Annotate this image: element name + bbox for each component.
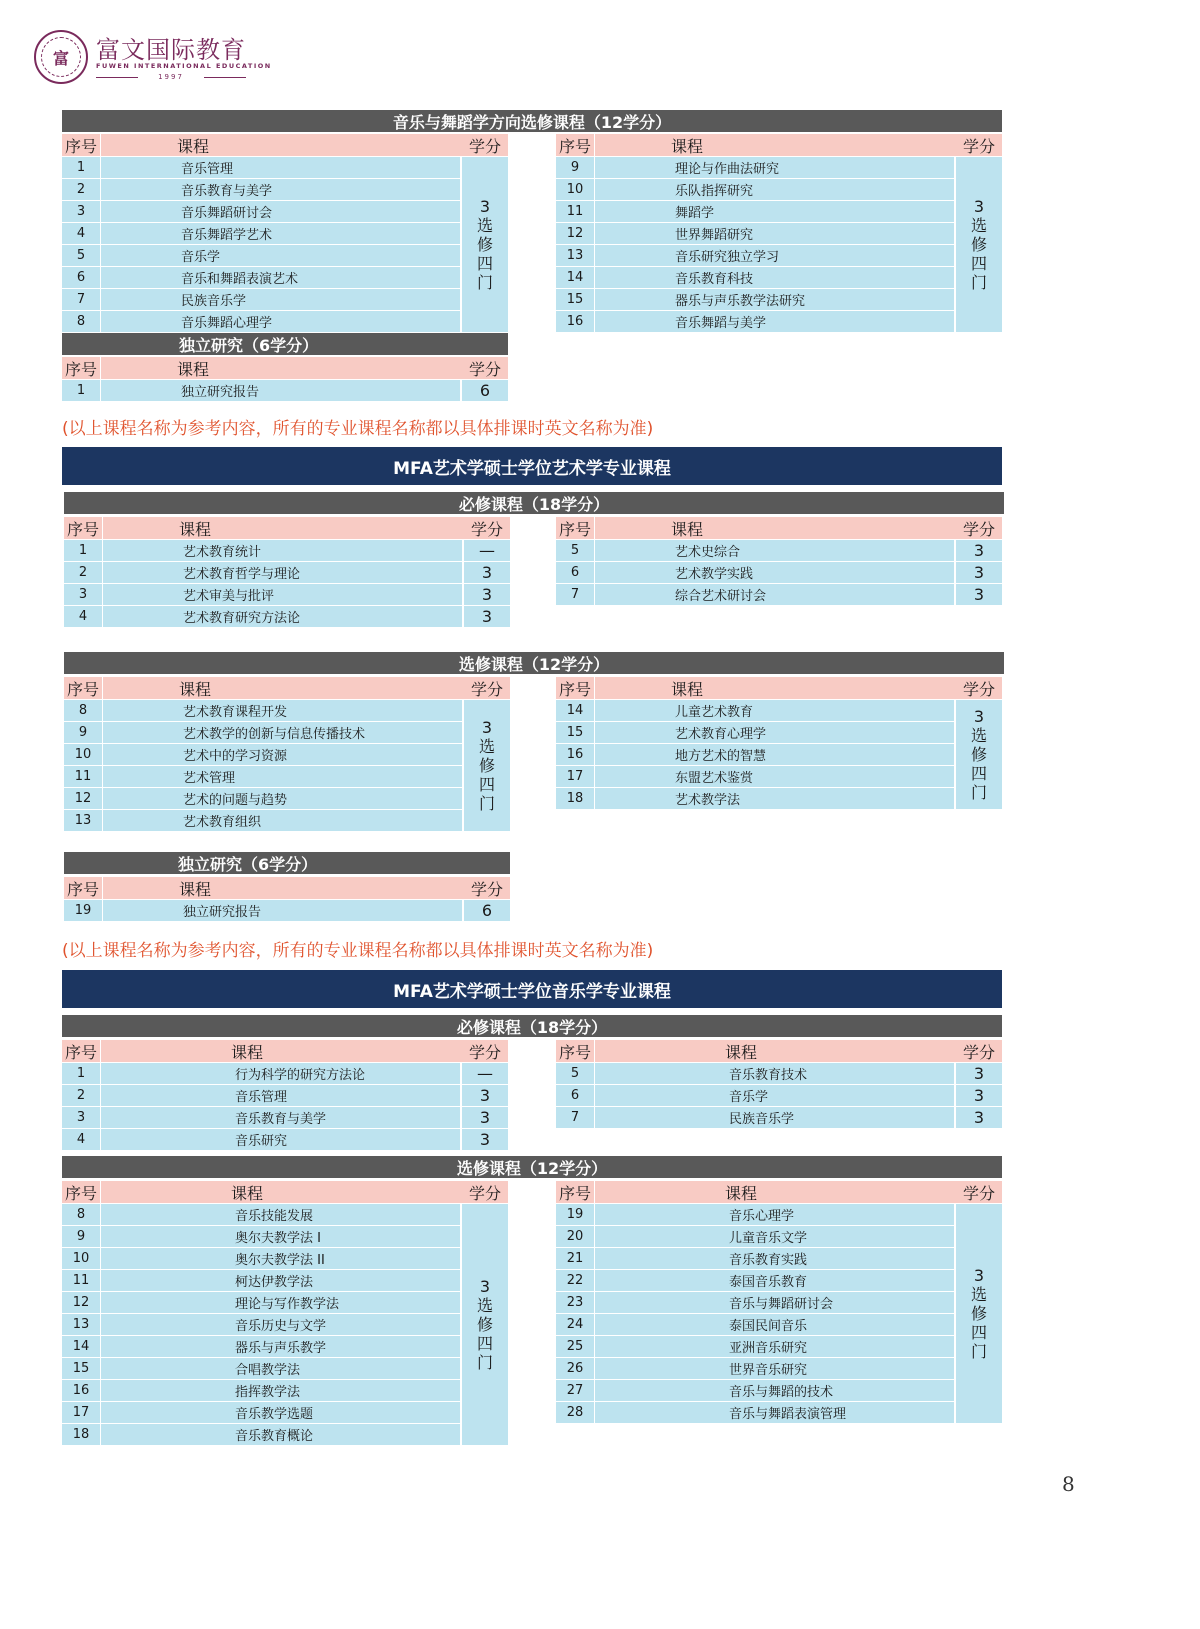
row-course: 儿童艺术教育 — [595, 700, 954, 721]
row-no: 1 — [62, 380, 100, 401]
row-no: 12 — [62, 1292, 100, 1313]
section-title-required: 必修课程（18学分） — [62, 1015, 1002, 1037]
row-credit: 3 — [956, 562, 1002, 583]
row-course: 艺术教育统计 — [103, 540, 462, 561]
row-course: 艺术教学法 — [595, 788, 954, 809]
row-no: 15 — [556, 722, 594, 743]
row-credit: — — [462, 1063, 508, 1084]
col-header-no: 序号 — [556, 1040, 594, 1062]
col-header-credit: 学分 — [956, 1181, 1002, 1203]
row-course: 艺术史综合 — [595, 540, 954, 561]
col-header-credit: 学分 — [462, 1181, 508, 1203]
brand-name-en: FUWEN INTERNATIONAL EDUCATION — [96, 62, 272, 70]
row-credit: 3 — [464, 606, 510, 627]
row-course: 艺术教育心理学 — [595, 722, 954, 743]
row-course: 泰国音乐教育 — [595, 1270, 954, 1291]
row-no: 10 — [556, 179, 594, 200]
col-header-no: 序号 — [64, 677, 102, 699]
row-course: 音乐和舞蹈表演艺术 — [101, 267, 460, 288]
row-course: 艺术教育组织 — [103, 810, 462, 831]
row-no: 11 — [64, 766, 102, 787]
col-header-course: 课程 — [595, 134, 956, 156]
elective-credit-merged — [956, 157, 1002, 332]
credit-glyph: 修 — [970, 235, 987, 254]
col-header-no: 序号 — [62, 134, 100, 156]
row-no: 8 — [62, 1204, 100, 1225]
credit-glyph: 选 — [970, 216, 987, 235]
col-header-course: 课程 — [101, 134, 462, 156]
row-course: 乐队指挥研究 — [595, 179, 954, 200]
brand-emblem: 富 — [34, 30, 88, 84]
section-title-required: 必修课程（18学分） — [64, 492, 1004, 514]
row-course: 艺术中的学习资源 — [103, 744, 462, 765]
col-header-credit: 学分 — [462, 134, 508, 156]
row-no: 8 — [64, 700, 102, 721]
credit-glyph: 选 — [476, 216, 493, 235]
row-course: 理论与写作教学法 — [101, 1292, 460, 1313]
section-title-independent-study: 独立研究（6学分） — [64, 852, 510, 874]
row-no: 7 — [556, 584, 594, 605]
elective-credit-merged — [956, 1204, 1002, 1423]
row-no: 3 — [64, 584, 102, 605]
row-course: 艺术教育课程开发 — [103, 700, 462, 721]
row-no: 9 — [64, 722, 102, 743]
program-title-music: MFA艺术学硕士学位音乐学专业课程 — [62, 970, 1002, 1008]
section-title-elective: 选修课程（12学分） — [62, 1156, 1002, 1178]
row-course: 音乐舞蹈与美学 — [595, 311, 954, 332]
section-title-elective: 选修课程（12学分） — [64, 652, 1004, 674]
credit-glyph: 门 — [970, 273, 987, 292]
row-credit: 3 — [462, 1085, 508, 1106]
row-course: 音乐管理 — [101, 1085, 460, 1106]
row-course: 音乐舞蹈学艺术 — [101, 223, 460, 244]
row-no: 25 — [556, 1336, 594, 1357]
col-header-course: 课程 — [101, 1181, 462, 1203]
row-course: 东盟艺术鉴赏 — [595, 766, 954, 787]
row-course: 音乐教育实践 — [595, 1248, 954, 1269]
row-no: 11 — [62, 1270, 100, 1291]
row-no: 28 — [556, 1402, 594, 1423]
elective-credit-merged — [464, 700, 510, 831]
col-header-credit: 学分 — [462, 357, 508, 379]
row-no: 13 — [64, 810, 102, 831]
row-no: 6 — [556, 1085, 594, 1106]
col-header-credit: 学分 — [464, 517, 510, 539]
credit-glyph: 3 — [973, 1266, 985, 1285]
row-no: 4 — [64, 606, 102, 627]
credit-glyph: 门 — [478, 794, 495, 813]
col-header-credit: 学分 — [956, 134, 1002, 156]
row-no: 5 — [556, 540, 594, 561]
row-no: 19 — [556, 1204, 594, 1225]
row-no: 4 — [62, 223, 100, 244]
row-course: 艺术审美与批评 — [103, 584, 462, 605]
row-course: 音乐学 — [595, 1085, 954, 1106]
row-no: 18 — [556, 788, 594, 809]
row-no: 15 — [556, 289, 594, 310]
col-header-no: 序号 — [62, 357, 100, 379]
row-no: 14 — [556, 700, 594, 721]
col-header-course: 课程 — [595, 677, 956, 699]
col-header-course: 课程 — [103, 677, 464, 699]
row-credit: 3 — [462, 1107, 508, 1128]
row-course: 独立研究报告 — [103, 900, 462, 921]
row-course: 艺术教学实践 — [595, 562, 954, 583]
col-header-credit: 学分 — [462, 1040, 508, 1062]
row-no: 19 — [64, 900, 102, 921]
row-credit: 3 — [956, 540, 1002, 561]
row-course: 奥尔夫教学法 II — [101, 1248, 460, 1269]
col-header-credit: 学分 — [956, 677, 1002, 699]
row-no: 1 — [62, 157, 100, 178]
row-course: 音乐教育科技 — [595, 267, 954, 288]
row-course: 音乐舞蹈研讨会 — [101, 201, 460, 222]
brand-name-cn: 富文国际教育 — [96, 36, 246, 64]
row-course: 音乐管理 — [101, 157, 460, 178]
row-course: 综合艺术研讨会 — [595, 584, 954, 605]
row-course: 器乐与声乐教学 — [101, 1336, 460, 1357]
row-credit: 3 — [956, 1063, 1002, 1084]
col-header-course: 课程 — [595, 517, 956, 539]
row-no: 10 — [62, 1248, 100, 1269]
row-course: 音乐研究 — [101, 1129, 460, 1150]
row-no: 5 — [556, 1063, 594, 1084]
credit-glyph: 3 — [973, 197, 985, 216]
row-course: 世界舞蹈研究 — [595, 223, 954, 244]
elective-credit-merged — [956, 700, 1002, 809]
row-credit: 3 — [464, 562, 510, 583]
row-credit: 3 — [462, 1129, 508, 1150]
credit-glyph: 修 — [970, 1304, 987, 1323]
row-credit: 6 — [464, 900, 510, 921]
row-credit: 3 — [956, 1107, 1002, 1128]
credit-glyph: 修 — [476, 235, 493, 254]
row-no: 15 — [62, 1358, 100, 1379]
row-no: 14 — [62, 1336, 100, 1357]
row-course: 艺术教学的创新与信息传播技术 — [103, 722, 462, 743]
credit-glyph: 四 — [476, 1334, 493, 1353]
row-course: 器乐与声乐教学法研究 — [595, 289, 954, 310]
credit-glyph: 门 — [970, 1342, 987, 1361]
row-course: 音乐历史与文学 — [101, 1314, 460, 1335]
row-credit: 3 — [956, 584, 1002, 605]
row-no: 2 — [64, 562, 102, 583]
credit-glyph: 四 — [478, 775, 495, 794]
row-credit: 3 — [956, 1085, 1002, 1106]
row-credit: — — [464, 540, 510, 561]
credit-glyph: 选 — [970, 726, 987, 745]
row-no: 24 — [556, 1314, 594, 1335]
row-no: 2 — [62, 1085, 100, 1106]
row-course: 艺术教育研究方法论 — [103, 606, 462, 627]
row-course: 音乐心理学 — [595, 1204, 954, 1225]
credit-glyph: 门 — [970, 783, 987, 802]
row-no: 6 — [62, 267, 100, 288]
row-credit: 3 — [464, 584, 510, 605]
row-course: 行为科学的研究方法论 — [101, 1063, 460, 1084]
row-no: 3 — [62, 1107, 100, 1128]
row-course: 亚洲音乐研究 — [595, 1336, 954, 1357]
col-header-course: 课程 — [103, 877, 464, 899]
row-course: 音乐教育与美学 — [101, 1107, 460, 1128]
row-course: 音乐研究独立学习 — [595, 245, 954, 266]
row-course: 音乐教育概论 — [101, 1424, 460, 1445]
row-no: 17 — [556, 766, 594, 787]
col-header-no: 序号 — [62, 1181, 100, 1203]
row-course: 民族音乐学 — [101, 289, 460, 310]
col-header-course: 课程 — [595, 1040, 956, 1062]
col-header-credit: 学分 — [464, 677, 510, 699]
col-header-course: 课程 — [101, 357, 462, 379]
row-course: 合唱教学法 — [101, 1358, 460, 1379]
row-credit: 6 — [462, 380, 508, 401]
row-no: 3 — [62, 201, 100, 222]
course-name-note: (以上课程名称为参考内容，所有的专业课程名称都以具体排课时英文名称为准) — [62, 941, 654, 961]
divider — [204, 77, 246, 78]
row-no: 21 — [556, 1248, 594, 1269]
elective-credit-merged — [462, 1204, 508, 1445]
section-title-independent-study: 独立研究（6学分） — [62, 333, 508, 355]
credit-glyph: 选 — [476, 1296, 493, 1315]
row-course: 音乐学 — [101, 245, 460, 266]
col-header-no: 序号 — [64, 517, 102, 539]
row-no: 4 — [62, 1129, 100, 1150]
col-header-no: 序号 — [62, 1040, 100, 1062]
brand-logo — [34, 30, 272, 88]
row-no: 7 — [556, 1107, 594, 1128]
row-no: 22 — [556, 1270, 594, 1291]
row-course: 指挥教学法 — [101, 1380, 460, 1401]
row-course: 舞蹈学 — [595, 201, 954, 222]
row-course: 世界音乐研究 — [595, 1358, 954, 1379]
row-course: 泰国民间音乐 — [595, 1314, 954, 1335]
row-course: 地方艺术的智慧 — [595, 744, 954, 765]
brand-year: 1997 — [158, 73, 184, 81]
row-course: 柯达伊教学法 — [101, 1270, 460, 1291]
credit-glyph: 选 — [970, 1285, 987, 1304]
col-header-no: 序号 — [556, 517, 594, 539]
credit-glyph: 修 — [476, 1315, 493, 1334]
row-no: 9 — [556, 157, 594, 178]
row-no: 9 — [62, 1226, 100, 1247]
col-header-course: 课程 — [103, 517, 464, 539]
row-no: 16 — [556, 744, 594, 765]
row-no: 26 — [556, 1358, 594, 1379]
credit-glyph: 四 — [970, 1323, 987, 1342]
credit-glyph: 门 — [476, 1353, 493, 1372]
credit-glyph: 修 — [478, 756, 495, 775]
row-course: 独立研究报告 — [101, 380, 460, 401]
row-course: 理论与作曲法研究 — [595, 157, 954, 178]
row-no: 16 — [62, 1380, 100, 1401]
section-title-music-dance-elective: 音乐与舞蹈学方向选修课程（12学分） — [62, 110, 1002, 132]
credit-glyph: 修 — [970, 745, 987, 764]
credit-glyph: 四 — [970, 254, 987, 273]
row-no: 20 — [556, 1226, 594, 1247]
credit-glyph: 四 — [476, 254, 493, 273]
credit-glyph: 门 — [476, 273, 493, 292]
row-course: 音乐技能发展 — [101, 1204, 460, 1225]
col-header-credit: 学分 — [956, 1040, 1002, 1062]
row-no: 12 — [556, 223, 594, 244]
row-no: 18 — [62, 1424, 100, 1445]
col-header-credit: 学分 — [464, 877, 510, 899]
row-no: 17 — [62, 1402, 100, 1423]
row-course: 音乐舞蹈心理学 — [101, 311, 460, 332]
col-header-no: 序号 — [556, 134, 594, 156]
credit-glyph: 3 — [973, 707, 985, 726]
row-no: 7 — [62, 289, 100, 310]
row-no: 11 — [556, 201, 594, 222]
row-no: 6 — [556, 562, 594, 583]
row-course: 音乐教育与美学 — [101, 179, 460, 200]
row-no: 8 — [62, 311, 100, 332]
elective-credit-merged — [462, 157, 508, 332]
row-course: 艺术的问题与趋势 — [103, 788, 462, 809]
credit-glyph: 3 — [479, 1277, 491, 1296]
credit-glyph: 3 — [481, 718, 493, 737]
col-header-no: 序号 — [64, 877, 102, 899]
col-header-course: 课程 — [595, 1181, 956, 1203]
row-course: 儿童音乐文学 — [595, 1226, 954, 1247]
course-name-note: (以上课程名称为参考内容，所有的专业课程名称都以具体排课时英文名称为准) — [62, 419, 654, 439]
row-course: 民族音乐学 — [595, 1107, 954, 1128]
row-no: 1 — [64, 540, 102, 561]
page-number: 8 — [1062, 1472, 1075, 1496]
row-course: 音乐教育技术 — [595, 1063, 954, 1084]
row-course: 奥尔夫教学法 I — [101, 1226, 460, 1247]
col-header-no: 序号 — [556, 677, 594, 699]
col-header-no: 序号 — [556, 1181, 594, 1203]
row-no: 13 — [62, 1314, 100, 1335]
col-header-course: 课程 — [101, 1040, 462, 1062]
row-no: 16 — [556, 311, 594, 332]
row-no: 10 — [64, 744, 102, 765]
row-course: 音乐与舞蹈研讨会 — [595, 1292, 954, 1313]
col-header-credit: 学分 — [956, 517, 1002, 539]
row-no: 1 — [62, 1063, 100, 1084]
row-no: 23 — [556, 1292, 594, 1313]
row-no: 2 — [62, 179, 100, 200]
row-course: 艺术管理 — [103, 766, 462, 787]
credit-glyph: 选 — [478, 737, 495, 756]
row-no: 12 — [64, 788, 102, 809]
credit-glyph: 四 — [970, 764, 987, 783]
credit-glyph: 3 — [479, 197, 491, 216]
row-course: 音乐与舞蹈的技术 — [595, 1380, 954, 1401]
row-no: 5 — [62, 245, 100, 266]
row-no: 14 — [556, 267, 594, 288]
row-no: 13 — [556, 245, 594, 266]
row-course: 音乐教学选题 — [101, 1402, 460, 1423]
row-no: 27 — [556, 1380, 594, 1401]
row-course: 音乐与舞蹈表演管理 — [595, 1402, 954, 1423]
program-title-art-education: MFA艺术学硕士学位艺术学专业课程 — [62, 447, 1002, 485]
row-course: 艺术教育哲学与理论 — [103, 562, 462, 583]
